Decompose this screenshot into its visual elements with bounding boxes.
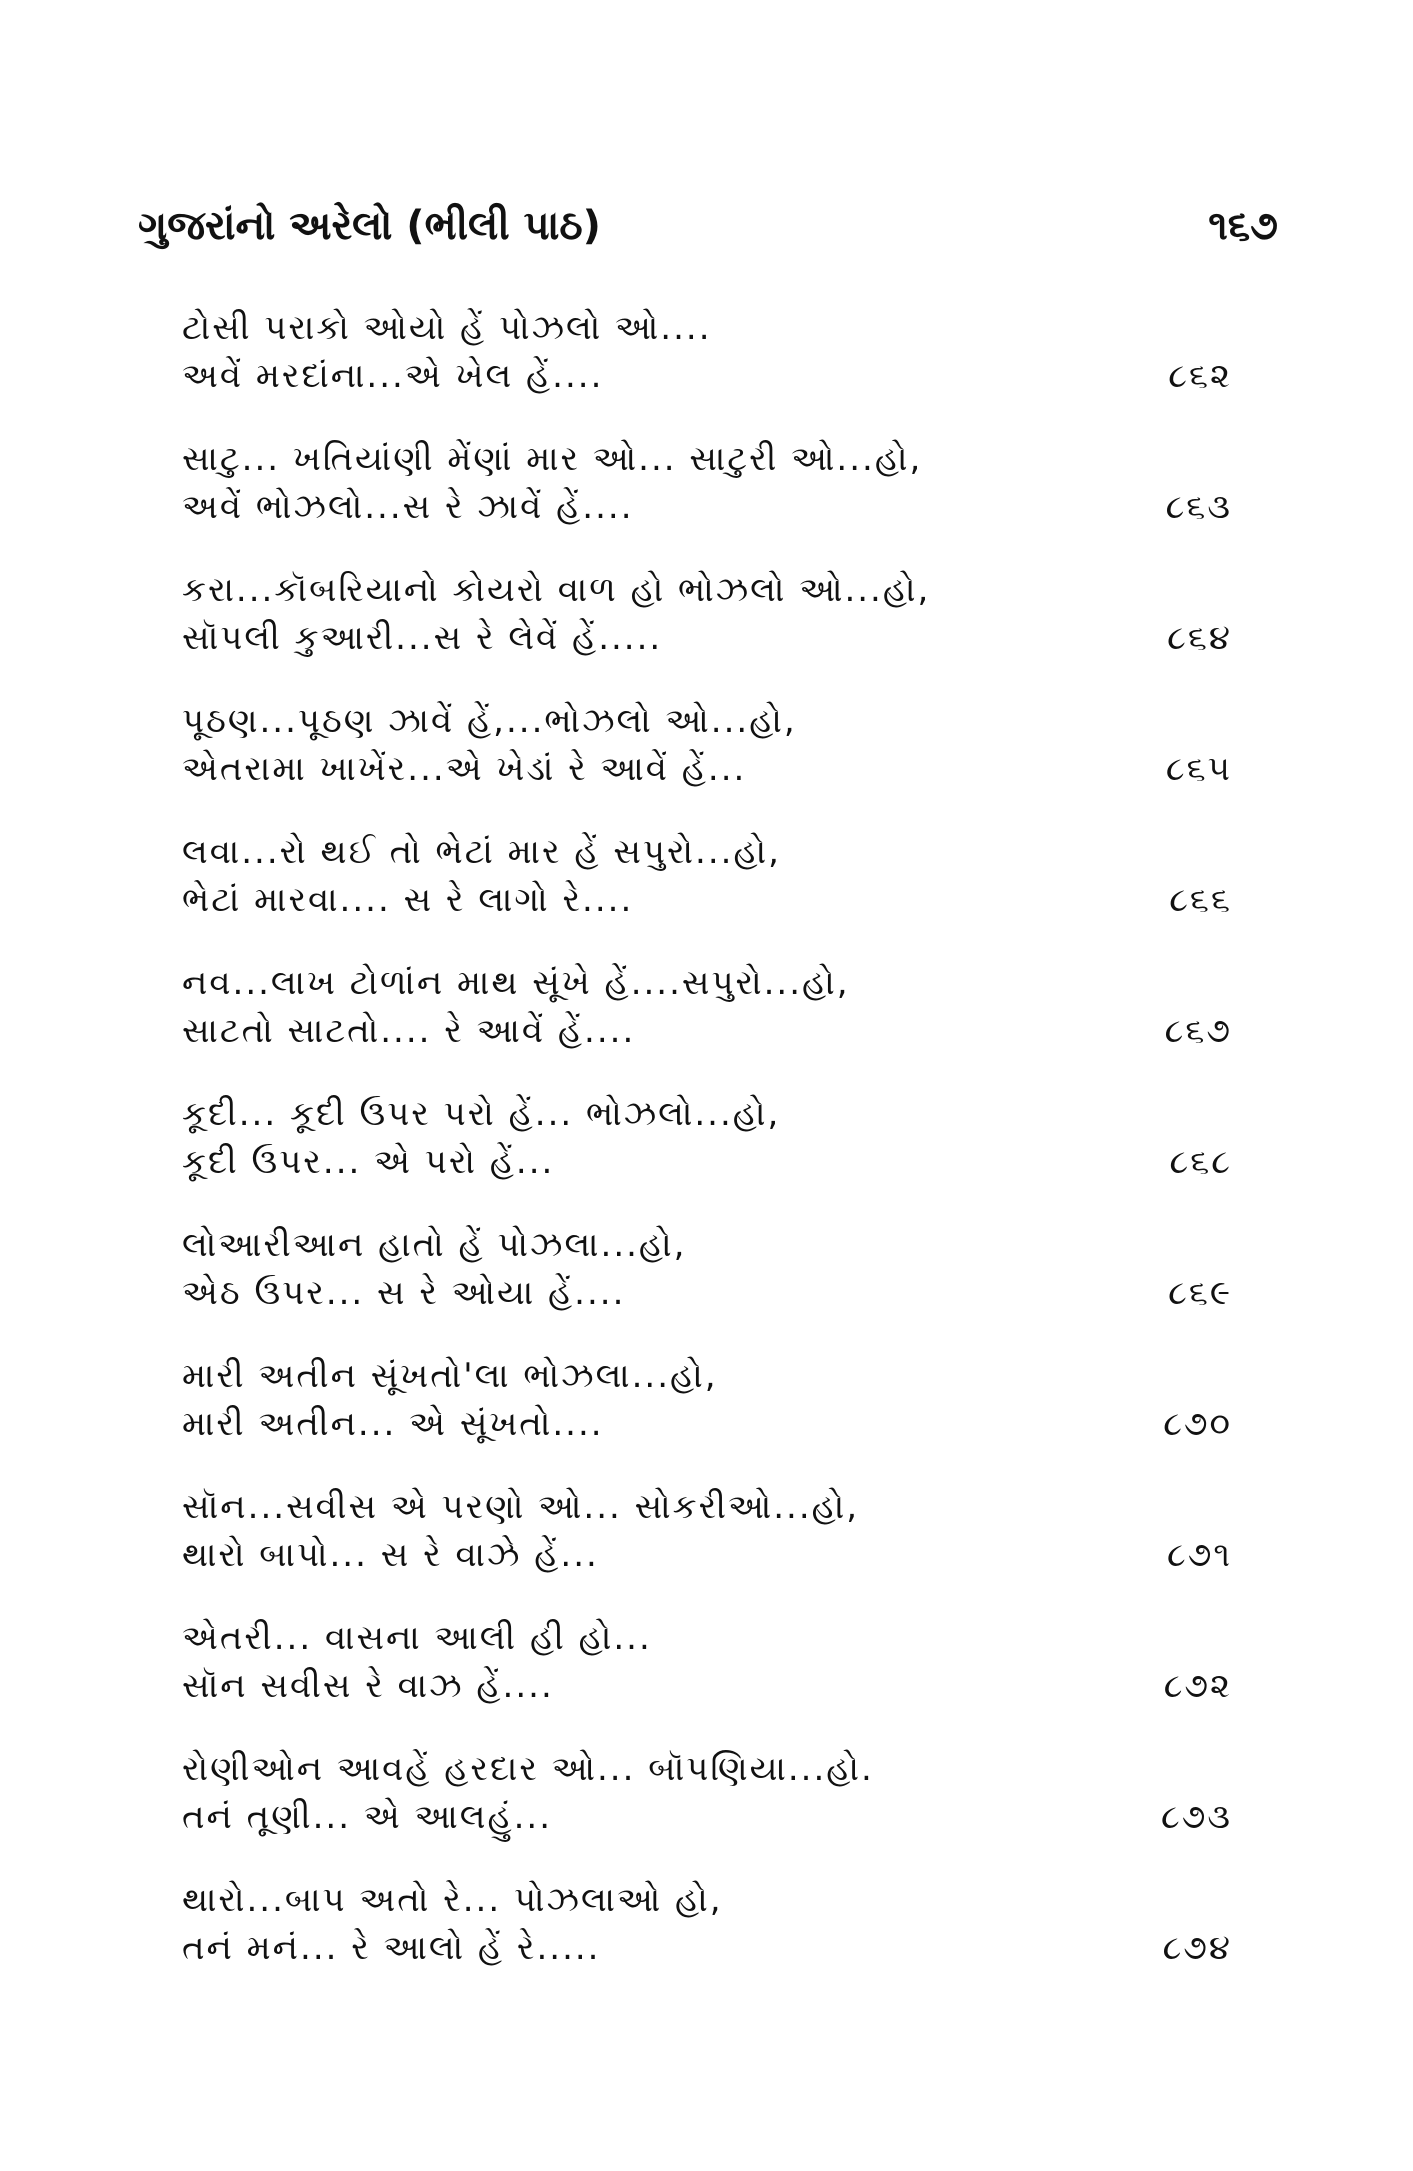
verse-number: ૮૭૪ xyxy=(1162,1928,1232,1968)
stanza xyxy=(182,1352,1232,1483)
stanza xyxy=(182,959,1232,1090)
verse-line: કૂદી... કૂદી ઉપર પરો હેં... ભોઝલો...હો, xyxy=(182,1094,781,1134)
stanza xyxy=(182,435,1232,566)
stanza xyxy=(182,1745,1232,1876)
stanza xyxy=(182,1090,1232,1221)
verse-line: કૂદી ઉપર... એ પરો હેં... xyxy=(182,1142,555,1182)
verse-line: રોણીઓન આવહેં હરદાર ઓ... બૉપણિયા...હો. xyxy=(182,1749,874,1789)
verse-number: ૮૭૧ xyxy=(1167,1535,1232,1575)
running-title: ગુજરાંનો અરેલો (ભીલી પાઠ) xyxy=(138,203,601,249)
verse-line: ટોસી પરાકો ઓયો હેં પોઝલો ઓ.... xyxy=(182,308,712,348)
stanza xyxy=(182,1221,1232,1352)
verse-line: અવેં ભોઝલો...સ રે ઝાવેં હેં.... xyxy=(182,487,634,527)
verse-line: નવ...લાખ ટોળાંન માથ સૂંખે હેં....સપુરો...હો, xyxy=(182,963,850,1003)
verse-line: સાટુ... ખતિયાંણી મેંણાં માર ઓ... સાટુરી ઓ...હો, xyxy=(182,439,923,479)
verse-number: ૮૭૦ xyxy=(1163,1404,1232,1444)
verse-line: ભેટાં મારવા.... સ રે લાગો રે.... xyxy=(182,880,634,920)
verse-line: એઠ ઉપર... સ રે ઓયા હેં.... xyxy=(182,1273,626,1313)
verse-line: મારી અતીન સૂંખતો'લા ભોઝલા...હો, xyxy=(182,1356,718,1396)
verse-line: તનં મનં... રે આલો હેં રે..... xyxy=(182,1928,601,1968)
verse-line: એતરામા ખાખેંર...એ ખેડાં રે આવેં હેં... xyxy=(182,749,747,789)
verse-line: અવેં મરદાંના...એ ખેલ હેં.... xyxy=(182,356,604,396)
verse-number: ૮૬૨ xyxy=(1168,356,1232,396)
verse-line: પૂઠણ...પૂઠણ ઝાવેં હેં,...ભોઝલો ઓ...હો, xyxy=(182,701,797,741)
verse-line: લોઆરીઆન હાતો હેં પોઝલા...હો, xyxy=(182,1225,687,1265)
verse-line: થારો બાપો... સ રે વાઝે હેં... xyxy=(182,1535,599,1575)
stanza xyxy=(182,566,1232,697)
stanza xyxy=(182,1876,1232,2007)
stanza xyxy=(182,828,1232,959)
stanza xyxy=(182,304,1232,435)
stanza xyxy=(182,1614,1232,1745)
verse-line: એતરી... વાસના આલી હી હો... xyxy=(182,1618,652,1658)
verse-number: ૮૬૫ xyxy=(1165,749,1232,789)
verse-number: ૮૬૪ xyxy=(1167,618,1232,658)
verse-line: સૉન સવીસ રે વાઝ હેં.... xyxy=(182,1666,554,1706)
verse-line: કરા...કૉબરિયાનો કોયરો વાળ હો ભોઝલો ઓ...હો, xyxy=(182,570,931,610)
verse-number: ૮૬૮ xyxy=(1169,1142,1232,1182)
verse-number: ૮૬૬ xyxy=(1169,880,1232,920)
verse-list xyxy=(182,304,1232,2007)
verse-number: ૮૬૭ xyxy=(1164,1011,1232,1051)
stanza xyxy=(182,697,1232,828)
verse-number: ૮૬૯ xyxy=(1168,1273,1232,1313)
verse-line: મારી અતીન... એ સૂંખતો.... xyxy=(182,1404,604,1444)
page-header xyxy=(138,196,1278,256)
verse-line: સૉપલી કુઆરી...સ રે લેવેં હેં..... xyxy=(182,618,663,658)
verse-line: સાટતો સાટતો.... રે આવેં હેં.... xyxy=(182,1011,636,1051)
verse-line: થારો...બાપ અતો રે... પોઝલાઓ હો, xyxy=(182,1880,723,1920)
verse-line: તનં તૂણી... એ આલહું... xyxy=(182,1797,553,1837)
page-number: ૧૬૭ xyxy=(1208,203,1278,249)
verse-number: ૮૭૩ xyxy=(1161,1797,1232,1837)
verse-number: ૮૬૩ xyxy=(1165,487,1232,527)
verse-line: સૉન...સવીસ એ પરણો ઓ... સોકરીઓ...હો, xyxy=(182,1487,860,1527)
stanza xyxy=(182,1483,1232,1614)
verse-number: ૮૭૨ xyxy=(1163,1666,1232,1706)
verse-line: લવા...રો થઈ તો ભેટાં માર હેં સપુરો...હો, xyxy=(182,832,781,872)
